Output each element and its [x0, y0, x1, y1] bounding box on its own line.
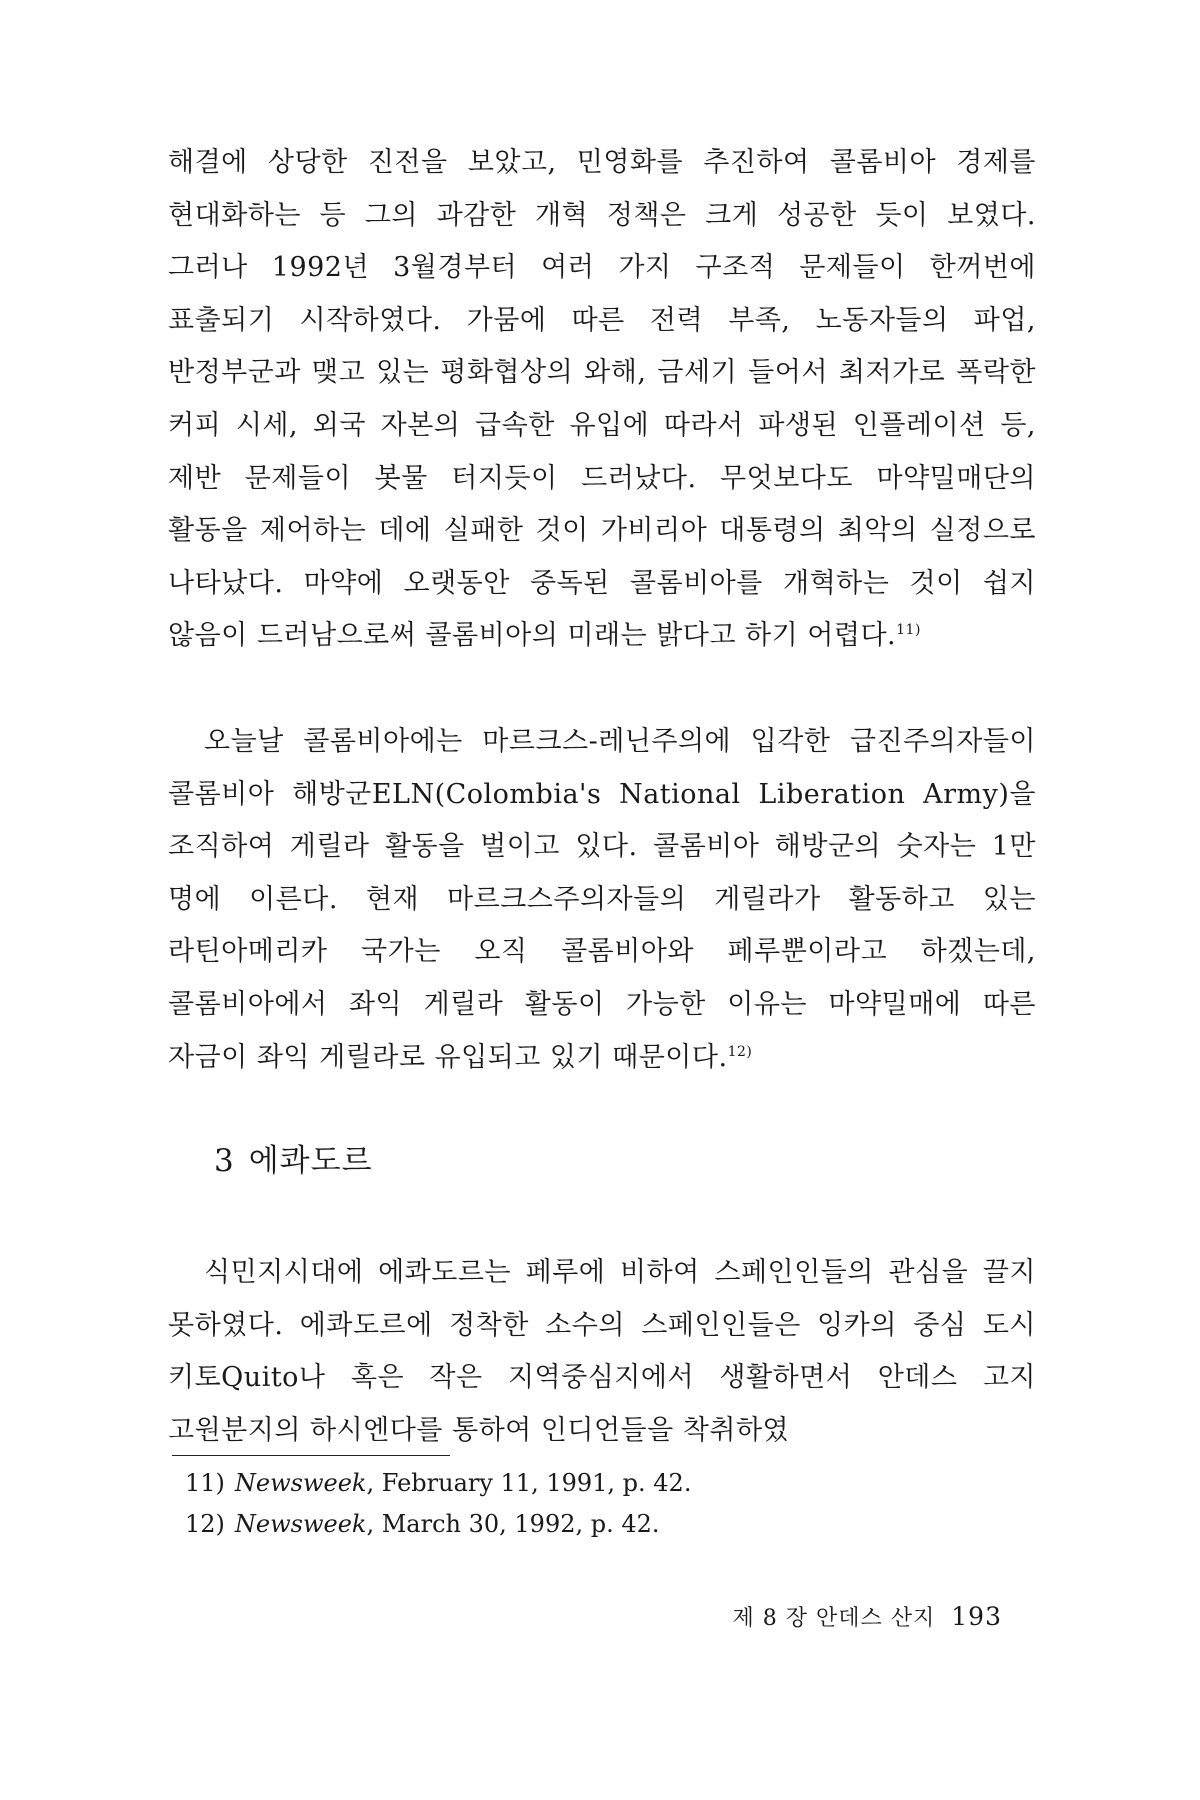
section-number: 3: [214, 1143, 235, 1179]
footnote-list: [185, 1463, 691, 1545]
chapter-label: 제 8 장 안데스 산지: [732, 1606, 936, 1631]
footnote-ref-11[interactable]: 11): [896, 622, 921, 639]
footnote-number: 12): [185, 1510, 225, 1538]
body-paragraph-2: [168, 716, 1036, 1084]
footnote-detail: , March 30, 1992, p. 42.: [366, 1510, 660, 1538]
footnote-source: Newsweek: [234, 1469, 367, 1497]
footnote-11: [185, 1463, 691, 1504]
section-heading: [214, 1135, 373, 1180]
running-footer: [733, 1601, 1002, 1632]
footnote-source: Newsweek: [234, 1510, 367, 1538]
footnote-divider: [172, 1455, 450, 1456]
footnote-number: 11): [185, 1469, 225, 1497]
body-paragraph-1: [168, 137, 1036, 663]
footnote-12: [185, 1504, 691, 1545]
section-title: 에콰도르: [248, 1143, 373, 1179]
body-paragraph-3: [168, 1247, 1036, 1457]
footnote-ref-12[interactable]: 12): [727, 1043, 753, 1060]
paragraph-2-text: 오늘날 콜롬비아에는 마르크스-레닌주의에 입각한 급진주의자들이 콜롬비아 해방군ELN(Colombia's National Liberation Army)을 조직하여 게릴라 활동을 벌이고 있다. 콜롬비아 해방군의 숫자는 1만 명에 이른다. 현재 마르크스주의자들의 게릴라가 활동하고 있는 라틴아메리카 국가는 오직 콜롬비아와 페루뿐이라고 하겠는데, 콜롬비아에서 좌익 게릴라 활동이 가능한 이유는 마약밀매에 따른 자금이 좌익 게릴라로 유입되고 있기 때문이다.: [168, 726, 1036, 1073]
paragraph-3-text: 식민지시대에 에콰도르는 페루에 비하여 스페인인들의 관심을 끌지 못하였다. 에콰도르에 정착한 소수의 스페인인들은 잉카의 중심 도시 키토Quito나 혹은 작은 지역중심지에서 생활하면서 안데스 고지 고원분지의 하시엔다를 통하여 인디언들을 착취하였: [168, 1257, 1036, 1446]
page-number: 193: [951, 1602, 1002, 1631]
footnote-detail: , February 11, 1991, p. 42.: [366, 1469, 692, 1497]
paragraph-1-text: 해결에 상당한 진전을 보았고, 민영화를 추진하여 콜롬비아 경제를 현대화하는 등 그의 과감한 개혁 정책은 크게 성공한 듯이 보였다. 그러나 1992년 3월경부터 여러 가지 구조적 문제들이 한꺼번에 표출되기 시작하였다. 가뭄에 따른 전력 부족, 노동자들의 파업, 반정부군과 맺고 있는 평화협상의 와해, 금세기 들어서 최저가로 폭락한 커피 시세, 외국 자본의 급속한 유입에 따라서 파생된 인플레이션 등, 제반 문제들이 봇물 터지듯이 드러났다. 무엇보다도 마약밀매단의 활동을 제어하는 데에 실패한 것이 가비리아 대통령의 최악의 실정으로 나타났다. 마약에 오랫동안 중독된 콜롬비아를 개혁하는 것이 쉽지 않음이 드러남으로써 콜롬비아의 미래는 밝다고 하기 어렵다.: [168, 147, 1036, 652]
